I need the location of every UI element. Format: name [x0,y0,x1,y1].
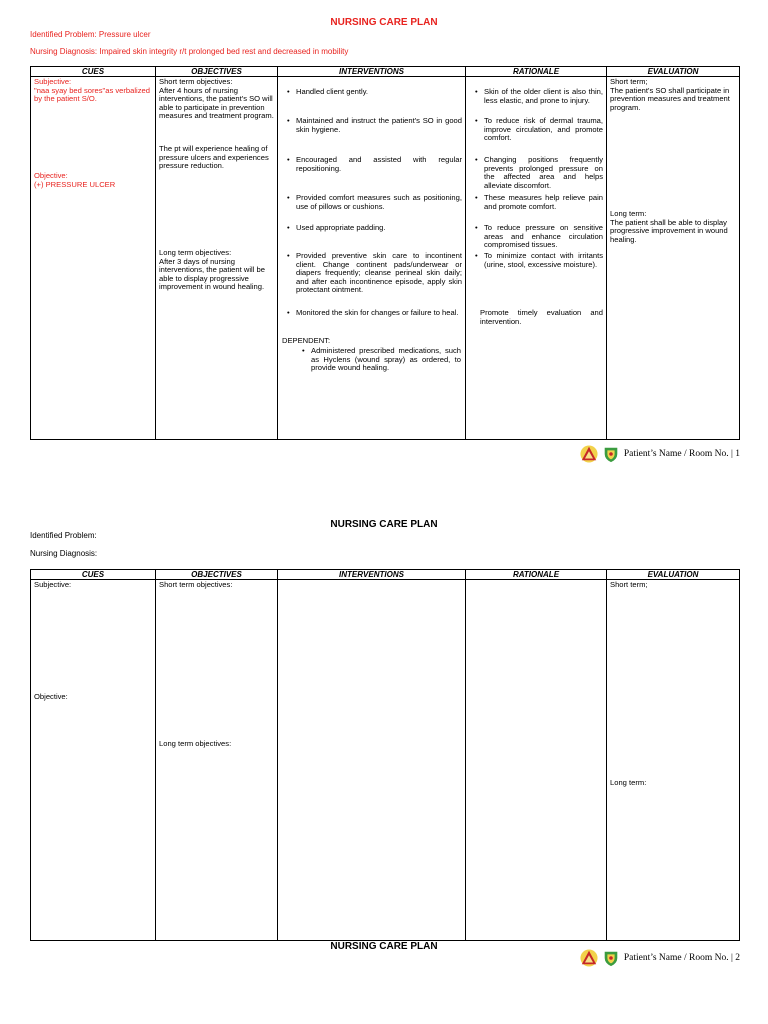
interventions-cell-blank [278,580,466,941]
header-interventions: INTERVENTIONS [278,570,466,580]
interventions-cell [278,77,466,440]
rationale-item: • To reduce pressure on sensitive areas and enhance circulation compromised tissues. [484,224,603,250]
cues-cell-blank [31,580,156,941]
long-term-objectives-label: Long term objectives: [159,248,232,257]
long-term-evaluation-text: The patient shall be able to display progressive improvement in wound healing. [610,217,728,244]
short-term-evaluation-label: Short term; [610,77,648,86]
intervention-item: • Encouraged and assisted with regular repositioning. [296,156,462,173]
intervention-item: • Monitored the skin for changes or failure to heal. [296,309,462,318]
page1-title: NURSING CARE PLAN [330,17,438,28]
short-term-objectives-label: Short term objectives: [159,77,233,86]
objective-label: Objective: [34,171,68,180]
identified-problem-blank: Identified Problem: [30,531,97,540]
rationale-item: • These measures help relieve pain and promote comfort. [484,194,603,211]
short-term-evaluation-label: Short term; [610,580,648,589]
intervention-item: • Handled client gently. [296,88,462,97]
header-rationale: RATIONALE [466,570,607,580]
triangle-seal-icon [580,445,598,463]
long-term-objectives-label: Long term objectives: [159,739,232,748]
intervention-item: • Maintained and instruct the patient's SO in good skin hygiene. [296,117,462,134]
intervention-item: • Used appropriate padding. [296,224,462,233]
short-term-objectives-text-2: The pt will experience healing of pressure ulcers and experiences pressure reduction. [159,144,269,171]
header-evaluation: EVALUATION [607,570,740,580]
nursing-diagnosis: Nursing Diagnosis: Impaired skin integrity r/t prolonged bed rest and decreased in mobility [30,47,349,56]
green-shield-logo-icon [602,445,620,463]
rationale-item: Promote timely evaluation and intervention. [480,308,603,326]
subjective-label: Subjective: [34,580,72,589]
header-rationale: RATIONALE [466,67,607,77]
long-term-objectives-text: After 3 days of nursing interventions, the patient will be able to display progressive improvement in wound healing. [159,256,265,292]
short-term-objectives-label: Short term objectives: [159,580,233,589]
header-objectives: OBJECTIVES [156,570,278,580]
care-plan-table-1 [30,66,740,440]
footer-text: Patient’s Name / Room No. | 1 [623,449,740,459]
header-evaluation: EVALUATION [607,67,740,77]
page2-footer [580,949,740,967]
page3-title: NURSING CARE PLAN [330,941,438,952]
footer-text: Patient’s Name / Room No. | 2 [623,953,740,963]
triangle-seal-icon [580,949,598,967]
header-interventions: INTERVENTIONS [278,67,466,77]
header-objectives: OBJECTIVES [156,67,278,77]
nursing-diagnosis-blank: Nursing Diagnosis: [30,549,98,558]
page1-footer [580,445,740,463]
dependent-label: DEPENDENT: [282,336,331,345]
long-term-evaluation-label: Long term: [610,209,647,218]
care-plan-table-2 [30,569,740,941]
rationale-cell [466,77,607,440]
objectives-cell [156,77,278,440]
identified-problem: Identified Problem: Pressure ulcer [30,30,151,39]
cues-cell [31,77,156,440]
evaluation-cell [607,77,740,440]
objective-text: (+) PRESSURE ULCER [34,179,116,189]
short-term-evaluation-text: The patient's SO shall participate in prevention measures and treatment program. [610,85,730,112]
rationale-item: • Changing positions frequently prevents prolonged pressure on the affected area and helps alleviate discomfort. [484,156,603,190]
intervention-item: • Provided preventive skin care to incontinent client. Change continent pads/underwear or diapers frequently; cleanse perineal skin daily; and after each incontinence episode, apply skin protectant ointment. [296,252,462,295]
objectives-cell-blank [156,580,278,941]
green-shield-logo-icon [602,949,620,967]
evaluation-cell-blank [607,580,740,941]
rationale-item: • To reduce risk of dermal trauma, improve circulation, and promote comfort. [484,117,603,143]
header-cues: CUES [31,67,156,77]
dependent-item: • Administered prescribed medications, such as Hyclens (wound spray) as ordered, to provide wound healing. [311,347,461,373]
subjective-label: Subjective: [34,77,72,86]
rationale-cell-blank [466,580,607,941]
short-term-objectives-text: After 4 hours of nursing interventions, the patient's SO will able to participate in prevention measures and treatment program. [159,85,274,121]
objective-label: Objective: [34,692,68,701]
rationale-item: • To minimize contact with irritants (urine, stool, excessive moisture). [484,252,603,269]
long-term-evaluation-label: Long term: [610,778,647,787]
intervention-item: • Provided comfort measures such as positioning, use of pillows or cushions. [296,194,462,211]
page2-title: NURSING CARE PLAN [330,519,438,530]
subjective-text: "naa syay bed sores"as verbalized by the patient S/O. [34,85,150,104]
header-cues: CUES [31,570,156,580]
rationale-item: • Skin of the older client is also thin, less elastic, and prone to injury. [484,88,603,105]
